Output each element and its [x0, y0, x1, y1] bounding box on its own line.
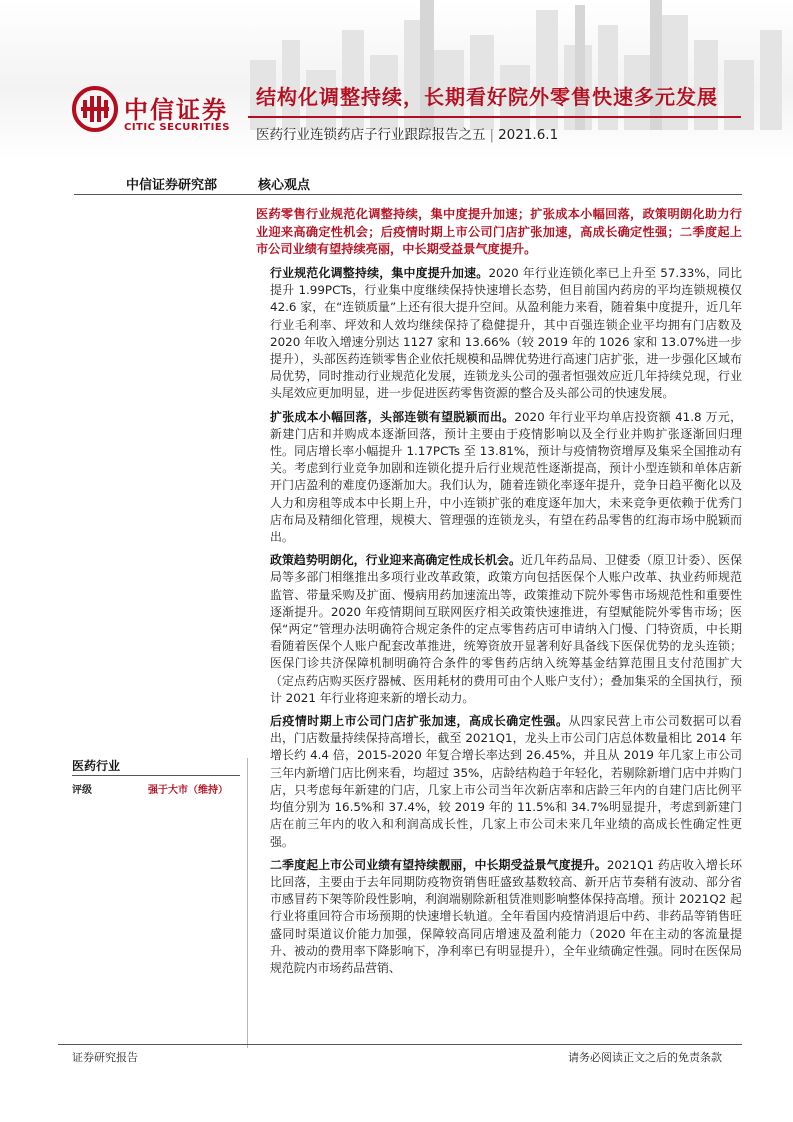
footer-disclaimer: 请务必阅读正文之后的免责条款	[568, 1051, 722, 1064]
footer-report-type: 证券研究报告	[72, 1051, 138, 1064]
paragraph	[270, 265, 742, 403]
paragraph-lead: 政策趋势明朗化，行业迎来高确定性成长机会。	[270, 553, 521, 568]
brand-name-cn: 中信证券	[124, 96, 228, 124]
column-divider	[247, 758, 248, 1048]
citic-logo-icon	[72, 86, 118, 132]
report-title: 结构化调整持续，长期看好院外零售快速多元发展	[256, 85, 718, 109]
paragraph-text: 2020 年行业连锁化率已上升至 57.33%，同比提升 1.99PCTs，行业集中度继续保持快速增长态势，但目前国内药房的平均连锁规模仅 42.6 家，在“连锁质量”上还有很大提升空间。从盈利能力来看，随着集中度提升，近几年行业毛利率、坪效和人效均继续保持了稳健提升，其中百强连锁企业平均拥有门店数及 2020 年收入增速分别达 1127 家和 13.66%（较 2019 年的 1026 家和 13.07%进一步提升），头部医药连锁零售企业依托规模和品牌优势进行高速门店扩张，进一步强化区域布局优势，同时推动行业规范化发展，连锁龙头公司的强者恒强效应近几年持续兑现，行业头尾效应更加明显，进一步促进医药零售资源的整合及头部公司的快速发展。	[270, 266, 742, 401]
paragraph-lead: 后疫情时期上市公司门店扩张加速，高成长确定性强。	[270, 714, 569, 729]
paragraph	[270, 409, 742, 547]
paragraph-lead: 扩张成本小幅回落，头部连锁有望脱颖而出。	[270, 409, 515, 424]
section-heading: 核心观点	[258, 178, 311, 193]
rating-label: 评级	[72, 785, 92, 796]
paragraph	[270, 713, 742, 851]
paragraph-lead: 行业规范化调整持续，集中度提升加速。	[270, 266, 489, 280]
report-subtitle	[256, 123, 558, 143]
sidebar-rule	[72, 775, 240, 776]
body-column	[270, 265, 742, 983]
title-rule	[248, 116, 741, 118]
paragraph-text: 2020 年行业平均单店投资额 41.8 万元，新建门店和并购成本逐渐回落，预计主要由于疫情影响以及全行业并购扩张逐渐回归理性。同店增长率小幅提升 1.17PCTs 至 13.81%，预计与疫情物资增厚及集采全国推动有关。考虑到行业竞争加剧和连锁化提升后行业规范性逐渐提高，预计小型连锁和单体店新开门店盈利的难度仍逐渐加大。我们认为，随着连锁化率逐年提升，竞争日趋平衡化以及人力和房租等成本中长期上升，中小连锁扩张的难度逐年加大，未来竞争更依赖于优秀门店布局及精细化管理，规模大、管理强的连锁龙头，有望在药品零售的红海市场中脱颖而出。	[270, 409, 742, 545]
subtitle-main: 医药行业连锁药店子行业跟踪报告之五	[256, 127, 486, 143]
paragraph-text: 2021Q1 药店收入增长环比回落，主要由于去年同期防疫物资销售旺盛致基数较高、新开店节奏稍有波动、部分省市感冒药下架等阶段性影响，利润端剔除新租赁准则影响整体保持高增。预计 2021Q2 起行业将重回符合市场预期的快速增长轨道。全年看国内疫情消退后中药、非药品等销售旺盛同时渠道议价能力加强，保障较高同店增速及盈利能力（2020 年在主动的客流量提升、被动的费用率下降影响下，净利率已有明显提升），全年业绩确定性强。同时在医保局规范院内市场药品营销、	[270, 857, 742, 975]
subtitle-separator: |	[489, 127, 495, 143]
paragraph	[270, 552, 742, 707]
report-date: 2021.6.1	[498, 127, 559, 143]
paragraph-text: 近几年药品局、卫健委（原卫计委）、医保局等多部门相继推出多项行业改革政策，政策方向包括医保个人账户改革、执业药师规范监管、带量采购及扩面、慢病用药加速流出等，政策推动下院外零售市场规范性和重要性逐渐提升。2020 年疫情期间互联网医疗相关政策快速推进，有望赋能院外零售市场；医保“两定”管理办法明确符合规定条件的定点零售药店可申请纳入门慢、门特资质，中长期看随着医保个人账户配套改革推进，统筹资放开显著利好具备线下医保优势的龙头连锁；医保门诊共济保障机制明确符合条件的零售药店纳入统筹基金结算范围且支付范围扩大（定点药店购买医疗器械、医用耗材的费用可由个人账户支付）；叠加集采的全国执行，预计 2021 年行业将迎来新的增长动力。	[270, 553, 742, 705]
paragraph-text: 从四家民营上市公司数据可以看出，门店数量持续保持高增长，截至 2021Q1，龙头上市公司门店总体数量相比 2014 年增长约 4.4 倍，2015-2020 年复合增长率达到 26.45%，并且从 2019 年几家上市公司三年内新增门店比例来看，均超过 35%，店龄结构趋于年轻化，若剔除新增门店中并购门店，只考虑每年新建的门店，几家上市公司当年次新店率和店龄三年内的自建门店比例平均值分别为 16.5%和 37.4%，较 2019 年的 11.5%和 34.7%明显提升，考虑到新建门店在前三年内的收入和利润高成长性，几家上市公司未来几年业绩的高成长性确定性更强。	[270, 714, 742, 849]
paragraph-lead: 二季度起上市公司业绩有望持续靓丽，中长期受益景气度提升。	[270, 857, 607, 872]
research-department: 中信证券研究部	[126, 178, 218, 193]
key-summary: 医药零售行业规范化调整持续，集中度提升加速；扩张成本小幅回落，政策明朗化助力行业迎来高确定性机会；后疫情时期上市公司门店扩张加速，高成长确定性强；二季度起上市公司业绩有望持续亮丽，中长期受益景气度提升。	[256, 207, 742, 256]
sidebar-industry: 医药行业	[72, 759, 121, 773]
footer-rule	[58, 1044, 742, 1045]
brand-name-en: CITIC SECURITIES	[124, 122, 230, 133]
rating-value: 强于大市（维持）	[148, 785, 228, 796]
section-rule	[74, 194, 742, 195]
paragraph	[270, 857, 742, 977]
